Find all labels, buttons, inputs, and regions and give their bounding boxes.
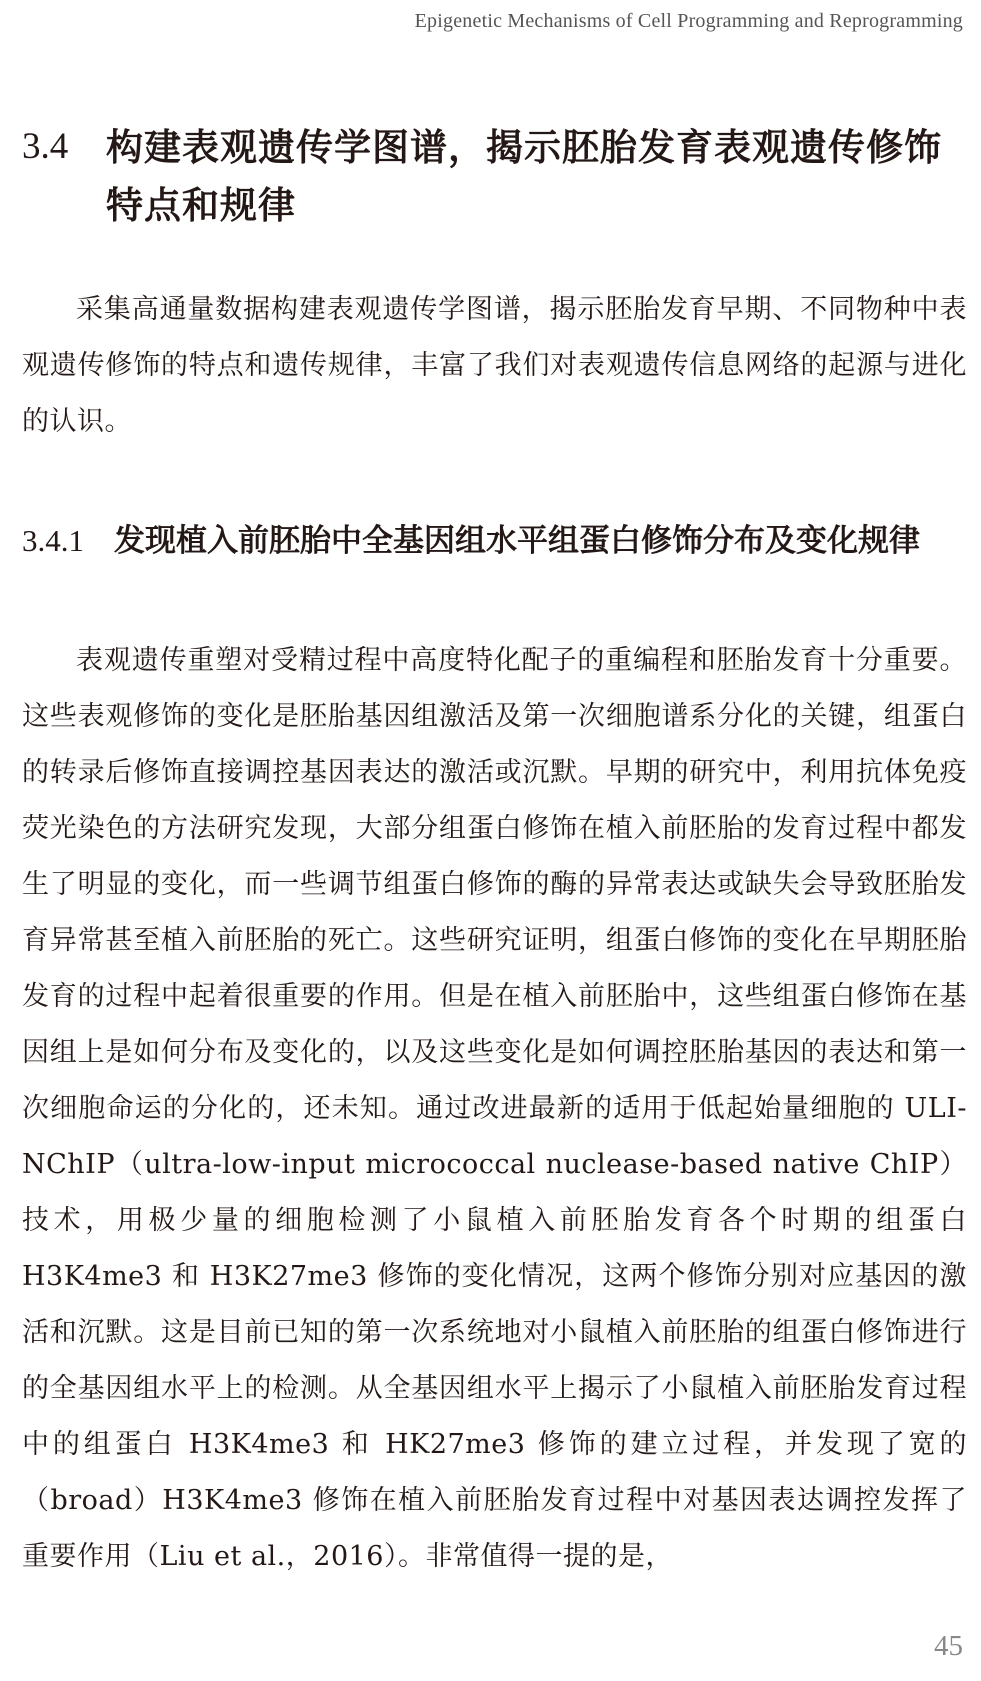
- section-title: 构建表观遗传学图谱，揭示胚胎发育表观遗传修饰特点和规律: [106, 125, 942, 227]
- subsection-number: 3.4.1: [22, 523, 84, 558]
- section-heading: [22, 118, 962, 234]
- body-paragraph: 表观遗传重塑对受精过程中高度特化配子的重编程和胚胎发育十分重要。这些表观修饰的变化是胚胎基因组激活及第一次细胞谱系分化的关键，组蛋白的转录后修饰直接调控基因表达的激活或沉默。早期的研究中，利用抗体免疫荧光染色的方法研究发现，大部分组蛋白修饰在植入前胚胎的发育过程中都发生了明显的变化，而一些调节组蛋白修饰的酶的异常表达或缺失会导致胚胎发育异常甚至植入前胚胎的死亡。这些研究证明，组蛋白修饰的变化在早期胚胎发育的过程中起着很重要的作用。但是在植入前胚胎中，这些组蛋白修饰在基因组上是如何分布及变化的，以及这些变化是如何调控胚胎基因的表达和第一次细胞命运的分化的，还未知。通过改进最新的适用于低起始量细胞的 ULI-NChIP（ultra-low-input micrococcal nuclease-based native ChIP）技术，用极少量的细胞检测了小鼠植入前胚胎发育各个时期的组蛋白 H3K4me3 和 H3K27me3 修饰的变化情况，这两个修饰分别对应基因的激活和沉默。这是目前已知的第一次系统地对小鼠植入前胚胎的组蛋白修饰进行的全基因组水平上的检测。从全基因组水平上揭示了小鼠植入前胚胎发育过程中的组蛋白 H3K4me3 和 HK27me3 修饰的建立过程，并发现了宽的（broad）H3K4me3 修饰在植入前胚胎发育过程中对基因表达调控发挥了重要作用（Liu et al.，2016）。非常值得一提的是，: [22, 645, 967, 1572]
- subsection-title: 发现植入前胚胎中全基因组水平组蛋白修饰分布及变化规律: [114, 523, 920, 559]
- section-number: 3.4: [22, 126, 69, 167]
- subsection-heading: [22, 518, 967, 564]
- running-header: Epigenetic Mechanisms of Cell Programming and Reprogramming: [414, 10, 963, 32]
- page-number: 45: [934, 1630, 963, 1662]
- intro-paragraph: 采集高通量数据构建表观遗传学图谱，揭示胚胎发育早期、不同物种中表观遗传修饰的特点和遗传规律，丰富了我们对表观遗传信息网络的起源与进化的认识。: [22, 294, 967, 437]
